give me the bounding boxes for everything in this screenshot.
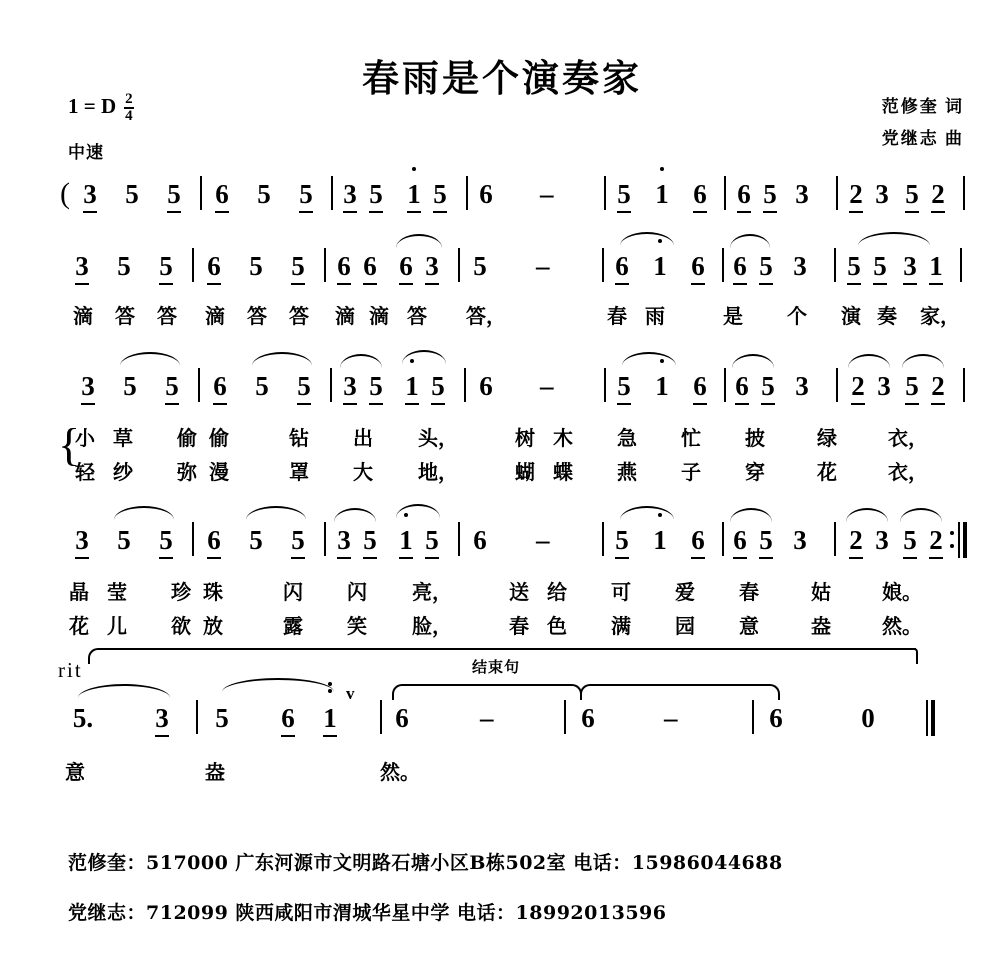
lyric-syllable: 是 xyxy=(723,304,743,328)
lyric-syllable: 钻 xyxy=(289,426,309,450)
note: 6 xyxy=(479,179,493,209)
barline xyxy=(834,248,836,282)
lyric-row-2 xyxy=(0,302,1004,336)
lyric-syllable: 木 xyxy=(553,426,573,450)
note: 3 xyxy=(900,250,920,285)
note: 5 xyxy=(360,524,380,559)
lyricist-credit: 范修奎 词 xyxy=(881,97,964,116)
lyric-syllable: 春 xyxy=(607,304,627,328)
note: 5 xyxy=(422,524,442,559)
lyric-syllable: 花 xyxy=(69,614,89,638)
note: 6 xyxy=(688,250,708,285)
note: 5 xyxy=(430,178,450,213)
note: 6 xyxy=(210,370,230,405)
barline xyxy=(324,248,326,282)
lyric-syllable: 小 xyxy=(75,426,95,450)
page-title: 春雨是个演奏家 xyxy=(362,56,642,100)
note: 6 xyxy=(396,250,416,285)
lyric-syllable: 答， xyxy=(466,304,506,328)
note: 2 xyxy=(848,370,868,405)
lyric-syllable: 急 xyxy=(617,426,637,450)
lyric-syllable: 滴 xyxy=(205,304,225,328)
note: 5 xyxy=(249,251,263,281)
note: 3 xyxy=(422,250,442,285)
barline xyxy=(963,176,965,210)
lyric-syllable: 晶 xyxy=(69,580,89,604)
note: 3 xyxy=(72,524,92,559)
note: 5 xyxy=(760,178,780,213)
note: 5 xyxy=(215,703,229,733)
lyric-syllable: 春 xyxy=(739,580,759,604)
time-signature-denominator: 4 xyxy=(125,108,133,124)
lyric-syllable: 给 xyxy=(547,580,567,604)
lyric-syllable: 家， xyxy=(920,304,960,328)
lyric-syllable: 蝴 xyxy=(515,460,535,484)
lyric-syllable: 放 xyxy=(203,614,223,638)
note: 5 xyxy=(758,370,778,405)
note-row-2 xyxy=(0,250,1004,296)
note: 5 xyxy=(156,524,176,559)
intro-open-paren: ( xyxy=(60,177,70,210)
lyric-syllable: 答 xyxy=(407,304,427,328)
lyric-syllable: 珠 xyxy=(203,580,223,604)
lyric-syllable: 演 xyxy=(841,304,861,328)
note: 5 xyxy=(612,524,632,559)
lyric-syllable: 满 xyxy=(611,614,631,638)
note: 5 xyxy=(614,370,634,405)
slur xyxy=(114,506,174,520)
lyric-syllable: 滴 xyxy=(335,304,355,328)
barline xyxy=(466,176,468,210)
slur xyxy=(222,678,334,692)
barline xyxy=(604,368,606,402)
note: 6 xyxy=(204,524,224,559)
note: 2 xyxy=(846,524,866,559)
note: 5 xyxy=(844,250,864,285)
lyric-syllable: 儿 xyxy=(107,614,127,638)
note: 5 xyxy=(294,370,314,405)
lyric-syllable: 盎 xyxy=(811,614,831,638)
note: 6 xyxy=(473,525,487,555)
note: 5 xyxy=(249,525,263,555)
lyric-syllable: 送 xyxy=(509,580,529,604)
lyric-syllable: 燕 xyxy=(617,460,637,484)
note-high-octave: 1 xyxy=(650,524,670,556)
octave-dot xyxy=(660,359,664,363)
barline xyxy=(324,522,326,556)
lyric-syllable: 绿 xyxy=(817,426,837,450)
note: 6 xyxy=(612,250,632,285)
lyric-syllable: 弥 xyxy=(177,460,197,484)
lyric-syllable: 园 xyxy=(675,614,695,638)
lyric-syllable: 意 xyxy=(739,614,759,638)
barline xyxy=(836,368,838,402)
lyric-syllable: 闪 xyxy=(347,580,367,604)
lyric-syllable: 然。 xyxy=(882,614,922,638)
lyric-syllable: 露 xyxy=(283,614,303,638)
slur xyxy=(900,508,942,522)
note: 5 xyxy=(288,524,308,559)
note-high-octave: 1 xyxy=(402,370,422,405)
slur xyxy=(334,508,376,522)
barline xyxy=(192,522,194,556)
key-signature xyxy=(68,92,134,124)
note: 5 xyxy=(366,178,386,213)
lyric-row-coda xyxy=(0,758,1004,792)
lyric-syllable: 草 xyxy=(113,426,133,450)
barline xyxy=(192,248,194,282)
lyric-syllable: 蝶 xyxy=(553,460,573,484)
note: 3 xyxy=(875,179,889,209)
repeat-dot-top xyxy=(950,531,954,535)
lyric-syllable: 大 xyxy=(353,460,373,484)
barline xyxy=(198,368,200,402)
octave-dot xyxy=(412,167,416,171)
lyric-syllable: 盎 xyxy=(205,760,225,784)
note: 5 xyxy=(162,370,182,405)
note: 5 xyxy=(870,250,890,285)
slur xyxy=(846,508,888,522)
lyric-syllable: 答 xyxy=(115,304,135,328)
octave-dot xyxy=(658,513,662,517)
barline xyxy=(380,700,382,734)
slur xyxy=(120,352,180,366)
lyric-syllable: 头， xyxy=(418,426,458,450)
tempo-marking: 中速 xyxy=(68,143,104,162)
lyric-syllable: 脸， xyxy=(412,614,452,638)
verse1-row-4 xyxy=(0,578,1004,612)
note: 6 xyxy=(360,250,380,285)
note: 5 xyxy=(756,250,776,285)
verse-brace: { xyxy=(58,419,81,470)
note: 5 xyxy=(125,179,139,209)
barline xyxy=(458,522,460,556)
note: 3 xyxy=(877,371,891,401)
repeat-thick-line xyxy=(963,522,967,558)
note: 5 xyxy=(614,178,634,213)
note: 3 xyxy=(340,370,360,405)
note-dotted: 5. xyxy=(72,703,94,733)
lyric-syllable: 奏 xyxy=(877,304,897,328)
note: 5 xyxy=(473,251,487,281)
barline xyxy=(834,522,836,556)
note: 3 xyxy=(793,525,807,555)
time-signature xyxy=(124,92,134,124)
note: 5 xyxy=(117,251,131,281)
barline xyxy=(196,700,198,734)
note-extender-dash: – xyxy=(664,703,678,733)
music-system-3 xyxy=(0,370,1004,490)
note: 3 xyxy=(78,370,98,405)
note: 3 xyxy=(795,179,809,209)
note: 6 xyxy=(690,178,710,213)
octave-dot xyxy=(404,513,408,517)
note-extender-dash: – xyxy=(536,525,550,555)
lyric-syllable: 亮， xyxy=(412,580,452,604)
slur xyxy=(246,506,306,520)
octave-dot xyxy=(658,239,662,243)
note-row-3 xyxy=(0,370,1004,416)
barline xyxy=(836,176,838,210)
lyric-syllable: 姑 xyxy=(811,580,831,604)
lyric-syllable: 花 xyxy=(817,460,837,484)
note: 5 xyxy=(164,178,184,213)
note: 6 xyxy=(690,370,710,405)
note-extender-dash: – xyxy=(480,703,494,733)
note: 3 xyxy=(793,251,807,281)
time-signature-numerator: 2 xyxy=(125,91,133,107)
lyric-syllable: 衣， xyxy=(888,460,928,484)
lyric-syllable: 色 xyxy=(547,614,567,638)
barline xyxy=(722,248,724,282)
breath-mark: v xyxy=(346,684,355,703)
note: 2 xyxy=(846,178,866,213)
lyric-syllable: 披 xyxy=(745,426,765,450)
final-thin-line xyxy=(926,700,928,736)
verse1-row-3 xyxy=(0,424,1004,458)
note: 5 xyxy=(428,370,448,405)
note-row-4 xyxy=(0,524,1004,570)
lyric-syllable: 轻 xyxy=(75,460,95,484)
note: 5 xyxy=(255,371,269,401)
lyric-syllable: 莹 xyxy=(107,580,127,604)
note: 6 xyxy=(212,178,232,213)
barline xyxy=(963,368,965,402)
lyric-syllable: 漫 xyxy=(209,460,229,484)
repeat-thin-line xyxy=(958,522,960,558)
note: 5 xyxy=(117,525,131,555)
note: 5 xyxy=(288,250,308,285)
note-extender-dash: – xyxy=(536,251,550,281)
verse-block-3 xyxy=(0,416,1004,490)
note: 5 xyxy=(257,179,271,209)
octave-dot xyxy=(410,359,414,363)
music-system-1 xyxy=(0,178,1004,224)
slur xyxy=(620,232,674,246)
barline xyxy=(464,368,466,402)
note-row-coda xyxy=(0,684,1004,748)
lyric-syllable: 欲 xyxy=(171,614,191,638)
lyric-syllable: 答 xyxy=(157,304,177,328)
slur xyxy=(396,234,442,248)
slur xyxy=(620,506,674,520)
note-high-octave: 1 xyxy=(650,250,670,282)
slur xyxy=(396,504,440,518)
note: 3 xyxy=(875,525,889,555)
slur xyxy=(402,350,446,364)
note: 6 xyxy=(479,371,493,401)
footer-lyricist-contact: 范修奎：517000 广东河源市文明路石塘小区B栋502室 电话：15986044688 xyxy=(68,852,783,874)
lyric-syllable: 笑 xyxy=(347,614,367,638)
slur xyxy=(732,354,774,368)
note: 6 xyxy=(334,250,354,285)
slur xyxy=(730,508,772,522)
note-high-octave: 1 xyxy=(396,524,416,559)
barline xyxy=(602,522,604,556)
barline xyxy=(602,248,604,282)
coda-phrase-bracket-inner-right xyxy=(580,684,780,700)
note: 5 xyxy=(902,178,922,213)
octave-dot xyxy=(660,167,664,171)
barline xyxy=(722,522,724,556)
verse-block-4 xyxy=(0,570,1004,644)
barline xyxy=(331,176,333,210)
lyric-syllable: 罩 xyxy=(289,460,309,484)
lyric-syllable: 穿 xyxy=(745,460,765,484)
note: 3 xyxy=(795,371,809,401)
note: 3 xyxy=(334,524,354,559)
note: 3 xyxy=(152,702,172,737)
lyric-syllable: 滴 xyxy=(73,304,93,328)
note-high-octave: 1 xyxy=(404,178,424,213)
note-high-octave: 1 xyxy=(320,702,340,737)
note: 3 xyxy=(72,250,92,285)
note: 6 xyxy=(395,703,409,733)
note: 2 xyxy=(928,178,948,213)
note: 5 xyxy=(156,250,176,285)
note: 5 xyxy=(902,370,922,405)
barline xyxy=(458,248,460,282)
lyric-syllable: 个 xyxy=(787,304,807,328)
note: 5 xyxy=(296,178,316,213)
note: 6 xyxy=(732,370,752,405)
coda-phrase-bracket-inner-left xyxy=(392,684,582,700)
lyric-syllable: 春 xyxy=(509,614,529,638)
note-high-octave: 1 xyxy=(652,178,672,210)
note: 2 xyxy=(926,524,946,559)
coda-section-label: 结束句 xyxy=(472,660,521,676)
lyric-syllable: 纱 xyxy=(113,460,133,484)
slur xyxy=(622,352,676,366)
lyric-syllable: 偷 xyxy=(177,426,197,450)
lyric-syllable: 意 xyxy=(65,760,85,784)
lyric-syllable: 出 xyxy=(353,426,373,450)
music-system-2 xyxy=(0,250,1004,336)
footer-composer-contact: 党继志：712099 陕西咸阳市渭城华星中学 电话：18992013596 xyxy=(68,902,667,924)
note-row-1 xyxy=(0,178,1004,224)
repeat-dot-bottom xyxy=(950,544,954,548)
barline xyxy=(724,368,726,402)
lyric-syllable: 衣， xyxy=(888,426,928,450)
barline xyxy=(200,176,202,210)
barline xyxy=(960,248,962,282)
composer-credit: 党继志 曲 xyxy=(881,129,964,148)
lyric-syllable: 娘。 xyxy=(882,580,922,604)
lyric-syllable: 地， xyxy=(418,460,458,484)
lyric-syllable: 树 xyxy=(515,426,535,450)
note: 6 xyxy=(730,524,750,559)
lyric-syllable: 然。 xyxy=(380,760,420,784)
note: 6 xyxy=(769,703,783,733)
slur xyxy=(340,354,382,368)
lyric-syllable: 雨 xyxy=(645,304,665,328)
note: 6 xyxy=(204,250,224,285)
lyric-syllable: 爱 xyxy=(675,580,695,604)
lyric-syllable: 可 xyxy=(611,580,631,604)
note: 6 xyxy=(730,250,750,285)
key-signature-text: 1 = D xyxy=(68,93,117,118)
note: 1 xyxy=(926,250,946,285)
barline xyxy=(752,700,754,734)
note: 5 xyxy=(900,524,920,559)
rit-text: rit xyxy=(58,658,83,682)
verse2-row-3 xyxy=(0,458,1004,492)
note-high-octave: 1 xyxy=(652,370,672,402)
note: 3 xyxy=(80,178,100,213)
note: 6 xyxy=(688,524,708,559)
rest-note: 0 xyxy=(861,703,875,733)
slur xyxy=(730,234,770,248)
note: 3 xyxy=(340,178,360,213)
note-extender-dash: – xyxy=(540,179,554,209)
slur xyxy=(848,354,890,368)
barline xyxy=(724,176,726,210)
lyric-syllable: 滴 xyxy=(369,304,389,328)
barline xyxy=(604,176,606,210)
note-extender-dash: – xyxy=(540,371,554,401)
final-thick-line xyxy=(931,700,935,736)
lyric-syllable: 子 xyxy=(681,460,701,484)
lyric-syllable: 答 xyxy=(247,304,267,328)
note: 5 xyxy=(123,371,137,401)
slur xyxy=(902,354,944,368)
note: 5 xyxy=(366,370,386,405)
music-system-4 xyxy=(0,524,1004,644)
barline xyxy=(330,368,332,402)
lyric-syllable: 忙 xyxy=(681,426,701,450)
note: 5 xyxy=(756,524,776,559)
slur xyxy=(858,232,930,246)
note: 6 xyxy=(278,702,298,737)
note: 2 xyxy=(928,370,948,405)
music-system-coda xyxy=(0,640,1004,792)
lyric-syllable: 偷 xyxy=(209,426,229,450)
lyric-syllable: 答 xyxy=(289,304,309,328)
coda-phrase-bracket-outer-right xyxy=(914,648,918,664)
barline xyxy=(564,700,566,734)
lyric-syllable: 闪 xyxy=(283,580,303,604)
lyric-syllable: 珍 xyxy=(171,580,191,604)
note: 6 xyxy=(581,703,595,733)
slur xyxy=(78,684,170,698)
slur xyxy=(252,352,312,366)
note: 6 xyxy=(734,178,754,213)
